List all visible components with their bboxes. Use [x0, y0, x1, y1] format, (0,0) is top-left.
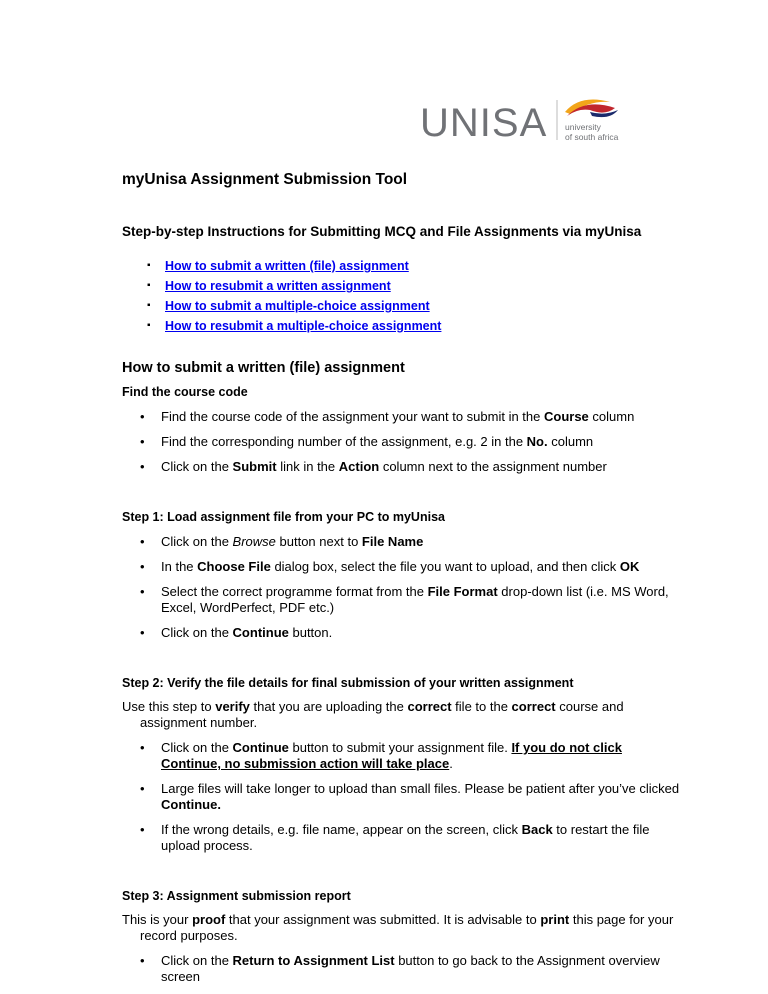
toc-link[interactable]: How to submit a multiple-choice assignment	[165, 299, 430, 313]
text-run: Find the corresponding number of the assignment, e.g. 2 in the	[161, 434, 527, 449]
text-run: button to go back to the Assignment overview screen	[161, 953, 660, 984]
square-bullet-icon: ▪	[147, 280, 151, 291]
bullet-icon: •	[140, 409, 145, 424]
text-run: proof	[192, 912, 226, 927]
square-bullet-icon: ▪	[147, 320, 151, 331]
text-run: Click on the	[161, 459, 233, 474]
bullet-item	[140, 434, 681, 450]
text-run: button next to	[275, 534, 362, 549]
text-run: button.	[288, 625, 333, 640]
paragraph	[122, 912, 680, 944]
bullet-item	[140, 953, 681, 985]
text-run: Continue	[232, 625, 289, 640]
text-run: Back	[521, 822, 553, 837]
svg-text:university: university	[565, 122, 601, 132]
text-run: that you are uploading the	[249, 699, 408, 714]
text-run: drop-down list (i.e. MS Word, Excel, WordPerfect, PDF etc.)	[161, 584, 669, 615]
text-run: Large files will take longer to upload than small files. Please be patient after you’ve clicked	[161, 781, 680, 796]
text-run: If the wrong details, e.g. file name, appear on the screen, click	[161, 822, 522, 837]
page-title: myUnisa Assignment Submission Tool	[122, 171, 408, 188]
paragraph	[122, 699, 680, 731]
toc-item	[147, 278, 705, 294]
text-run: link in the	[276, 459, 339, 474]
text-run: Continue.	[161, 797, 221, 812]
toc-link[interactable]: How to submit a written (file) assignment	[165, 259, 409, 273]
bullet-item	[140, 409, 681, 425]
text-run: Step 1: Load assignment file from your PC to myUnisa	[122, 510, 445, 524]
bullet-item	[140, 584, 681, 616]
text-run: Return to Assignment List	[232, 953, 395, 968]
text-run: Use this step to	[122, 699, 216, 714]
text-run: file to the	[451, 699, 512, 714]
text-run: Choose File	[197, 559, 271, 574]
bullet-item	[140, 534, 681, 550]
step-heading	[122, 509, 662, 525]
text-run: print	[540, 912, 570, 927]
text-run: Click on the	[161, 740, 233, 755]
bullet-item	[140, 625, 681, 641]
bullet-item	[140, 559, 681, 575]
toc-item	[147, 318, 705, 334]
toc-link[interactable]: How to resubmit a multiple-choice assignment	[165, 319, 442, 333]
text-run: In the	[161, 559, 198, 574]
section-heading: How to submit a written (file) assignment	[122, 360, 405, 376]
text-run: If you do not click Continue, no submission action will take place	[161, 740, 622, 771]
text-run: Step 3: Assignment submission report	[122, 889, 351, 903]
text-run: dialog box, select the file you want to upload, and then click	[270, 559, 620, 574]
text-run: Browse	[232, 534, 276, 549]
bullet-icon: •	[140, 822, 145, 837]
text-run: File Name	[361, 534, 424, 549]
toc-heading: Step-by-step Instructions for Submitting MCQ and File Assignments via myUnisa	[122, 224, 642, 239]
bullet-item	[140, 740, 681, 772]
text-run: Click on the	[161, 534, 233, 549]
text-run: Find the course code of the assignment your want to submit in the	[161, 409, 544, 424]
svg-text:of south africa: of south africa	[565, 132, 619, 142]
bullet-icon: •	[140, 434, 145, 449]
bullet-icon: •	[140, 534, 145, 549]
square-bullet-icon: ▪	[147, 260, 151, 271]
text-run: column	[547, 434, 594, 449]
square-bullet-icon: ▪	[147, 300, 151, 311]
bullet-icon: •	[140, 781, 145, 796]
step-heading	[122, 888, 662, 904]
bullet-icon: •	[140, 559, 145, 574]
text-run: Submit	[232, 459, 277, 474]
text-run: verify	[215, 699, 250, 714]
svg-text:UNISA: UNISA	[420, 101, 548, 144]
bullet-item	[140, 459, 681, 475]
text-run: that your assignment was submitted. It is advisable to	[225, 912, 541, 927]
text-run: OK	[619, 559, 640, 574]
toc-item	[147, 258, 705, 274]
text-run: to restart the file upload process.	[161, 822, 650, 853]
text-run: No.	[526, 434, 548, 449]
toc-item	[147, 298, 705, 314]
bullet-icon: •	[140, 625, 145, 640]
text-run: course and assignment number.	[140, 699, 624, 730]
text-run: correct	[407, 699, 452, 714]
bullet-icon: •	[140, 584, 145, 599]
bullet-item	[140, 781, 681, 813]
text-run: Step 2: Verify the file details for final submission of your written assignment	[122, 676, 574, 690]
unisa-logo	[420, 92, 620, 144]
text-run: column	[588, 409, 635, 424]
text-run: Action	[338, 459, 380, 474]
text-run: this page for your record purposes.	[140, 912, 674, 943]
step-heading	[122, 675, 662, 691]
text-run: column next to the assignment number	[379, 459, 607, 474]
toc-link[interactable]: How to resubmit a written assignment	[165, 279, 391, 293]
text-run: button to submit your assignment file.	[288, 740, 512, 755]
text-run: Click on the	[161, 625, 233, 640]
bullet-icon: •	[140, 459, 145, 474]
text-run: Select the correct programme format from the	[161, 584, 428, 599]
bullet-icon: •	[140, 740, 145, 755]
step-heading	[122, 384, 662, 400]
text-run: Course	[544, 409, 589, 424]
text-run: File Format	[427, 584, 498, 599]
text-run: correct	[511, 699, 556, 714]
text-run: Click on the	[161, 953, 233, 968]
text-run: Find the course code	[122, 385, 248, 399]
text-run: This is your	[122, 912, 193, 927]
text-run: .	[449, 756, 453, 771]
bullet-icon: •	[140, 953, 145, 968]
bullet-item	[140, 822, 681, 854]
text-run: Continue	[232, 740, 289, 755]
